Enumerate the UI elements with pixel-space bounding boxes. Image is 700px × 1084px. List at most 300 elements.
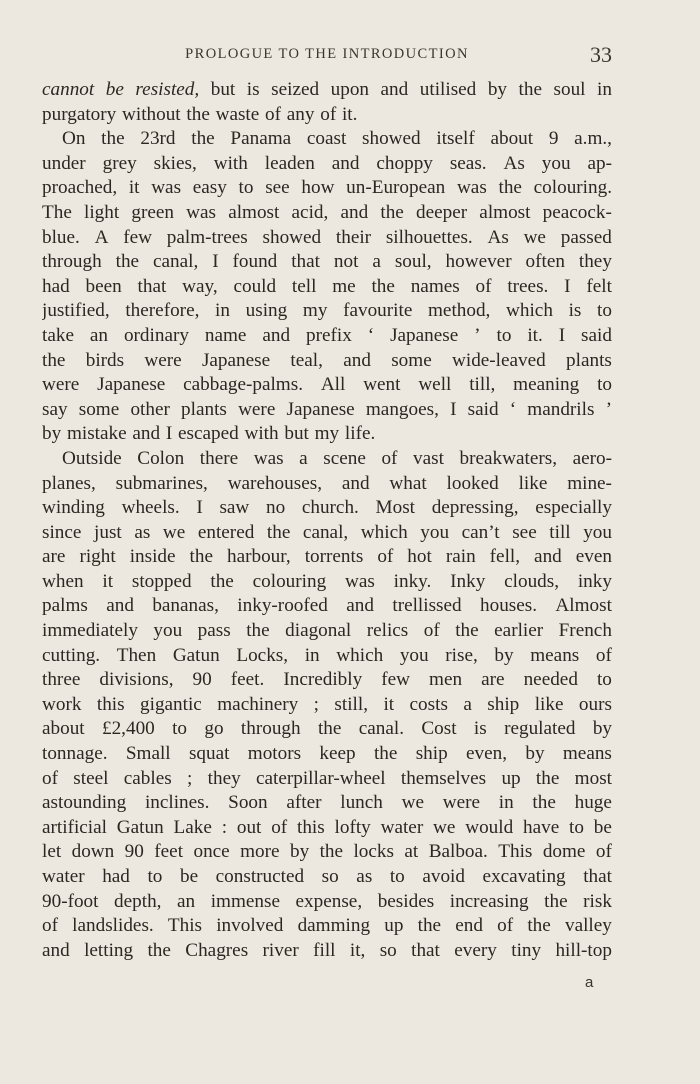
word: waste [215,103,260,125]
word: needed [523,669,578,691]
word: Soon [228,792,268,814]
word: to [597,374,612,396]
word: deeper [415,201,468,223]
word: soul [553,79,586,100]
word: it [102,570,114,592]
word: to [597,300,612,322]
word: and [380,79,409,100]
text-line [42,816,612,841]
word: so [321,866,339,887]
word: we [433,816,456,838]
word: pass [197,620,231,642]
word: torrents [304,546,364,568]
word: to [596,669,612,691]
word: some [78,398,120,420]
word: the [319,841,344,863]
word: to [238,177,254,199]
word: by [487,79,507,100]
page-number: 33 [590,42,612,67]
word: motors [247,743,302,765]
word: till [549,521,571,543]
word: Chagres [185,939,249,961]
word: ours [578,693,612,715]
word: in [215,300,230,322]
word: and [341,472,370,494]
word: at [404,841,419,863]
signature-mark: a [585,974,594,991]
word: of [595,644,612,666]
word: 9 [548,128,559,150]
text-line [42,422,612,447]
word: inky. [393,570,432,592]
word: was [456,177,487,199]
text-line [42,472,612,497]
word: feet. [230,669,265,691]
word: grey [102,152,137,174]
text-line [42,644,612,669]
word: we [523,226,546,248]
word: we [401,792,424,814]
word: of [377,546,394,568]
word: ‘ [367,324,375,346]
word: out [236,816,262,838]
word: name [204,324,247,346]
word: way, [182,275,218,297]
word: skies, [153,152,197,174]
word: even [575,546,612,568]
word: till, [469,374,496,396]
word: mistake [66,423,127,445]
text-line [42,78,612,103]
word: ‘ [509,398,517,420]
text-line [42,791,612,816]
word: ’ [605,398,612,420]
word: tonnage. [42,743,108,765]
word: and [534,546,562,568]
word: rain [445,546,476,568]
word: was [151,177,182,199]
text-line [42,865,612,890]
word: I [212,251,219,273]
body-text [42,78,612,963]
word: the [380,201,404,223]
word: of [265,103,282,125]
word: the [532,792,556,814]
word: using [245,300,288,322]
word: fell, [489,546,521,568]
word: an [89,324,109,346]
word: that [137,275,167,297]
word: are [42,546,66,568]
word: which [360,521,408,543]
word: this [296,816,325,838]
word: by [42,423,62,445]
word: no [265,497,286,519]
word: and [343,349,371,371]
word: as [356,866,373,887]
word: church. [301,497,359,519]
word: the [373,743,398,765]
word: seas. [449,152,487,174]
word: expense, [295,890,363,912]
word: but [284,423,309,445]
word: warehouses, [227,472,322,494]
word: prefix [306,324,352,346]
word: go [204,718,224,740]
word: a [299,447,308,469]
word: Colon [137,447,185,469]
word: 90 [124,841,144,863]
word: green [131,201,174,223]
word: keep [319,743,356,765]
word: themselves [400,767,487,789]
word: down [71,841,115,863]
word: to [147,866,163,887]
word: involved [216,915,284,937]
word: about [42,718,85,740]
word: acid, [291,201,329,223]
word: wide-leaved [452,349,546,371]
word: damming [297,915,371,937]
word: still, [334,693,369,715]
word: my [302,300,328,322]
word: of [423,620,440,642]
word: birds [85,349,125,371]
word: it, [349,939,366,961]
word: through [42,251,102,273]
word: since [42,521,82,543]
word: proached, [42,177,118,199]
word: Locks, [236,644,289,666]
word: like [534,693,564,715]
word: resisted, [135,79,200,100]
word: can’t [461,521,500,543]
word: showed [362,128,421,150]
word: some [391,349,432,371]
word: ap- [587,152,612,174]
word: been [85,275,122,297]
word: in [304,644,320,666]
word: of [475,275,492,297]
word: harbour, [226,546,291,568]
word: the [147,939,171,961]
word: inky [577,570,612,592]
word: immediately [42,620,138,642]
word: I [450,398,457,420]
text-line [42,668,612,693]
word: hot [407,546,432,568]
word: of [497,915,514,937]
word: have [523,816,560,838]
word: passed [560,226,612,248]
text-line [42,619,612,644]
word: immense [210,890,280,912]
word: an [177,890,196,912]
word: it. [527,324,543,346]
word: mangoes, [365,398,439,420]
word: say [42,398,68,420]
word: Incredibly [283,669,363,691]
word: risk [583,890,612,912]
word: to [496,324,512,346]
word: it. [341,103,358,125]
word: This [498,841,533,863]
word: however [445,251,512,273]
word: without [122,103,181,125]
word: excavating [482,866,566,887]
word: 90-foot [42,890,99,912]
word: that [583,866,612,887]
word: easy [192,177,227,199]
word: cabbage-palms. [183,374,303,396]
word: As [503,152,525,174]
word: are [481,669,505,691]
word: astounding [42,792,127,814]
word: blue. [42,226,80,248]
word: planes, [42,472,96,494]
word: aero- [572,447,612,469]
word: let [42,841,62,863]
text-line [42,890,612,915]
word: was [253,447,284,469]
word: : [221,816,228,838]
word: means [562,743,612,765]
word: cables [123,767,172,789]
word: the [115,251,140,273]
text-line [42,717,612,742]
word: diagonal [285,620,352,642]
word: the [42,349,66,371]
word: you [399,644,429,666]
text-line [42,201,612,226]
word: few [123,226,152,248]
word: breakwaters, [459,447,557,469]
word: any [286,103,315,125]
text-line [42,373,612,398]
word: hill-top [555,939,612,961]
text-line [42,521,612,546]
word: squat [188,743,230,765]
word: cannot [42,79,95,100]
word: Gatun [116,816,164,838]
word: Japanese [201,349,271,371]
word: Japanese [97,374,166,396]
word: found [232,251,278,273]
word: as [134,521,151,543]
word: like [518,472,548,494]
word: means [530,644,580,666]
word: avoid [422,866,465,887]
word: right [79,546,116,568]
page-header [42,42,612,74]
word: choppy [376,152,433,174]
word: Japanese [390,324,459,346]
word: canal. [358,718,405,740]
word: the [317,718,342,740]
word: Inky [450,570,486,592]
word: coast [306,128,347,150]
word: up [501,767,521,789]
word: A [94,226,109,248]
word: method, [428,300,491,322]
word: fill [313,939,336,961]
word: purgatory [42,103,117,125]
word: more [240,841,280,863]
text-line [42,127,612,152]
word: artificial [42,816,107,838]
word: 23rd [140,128,176,150]
word: £2,400 [101,718,155,740]
word: was [186,201,217,223]
word: water [42,866,85,887]
word: the [210,570,234,592]
word: had [42,275,70,297]
word: Almost [555,595,612,617]
word: relics [366,620,409,642]
word: the [266,521,291,543]
word: Lake [173,816,212,838]
word: itself [436,128,475,150]
word: landslides. [72,915,154,937]
word: showed [262,226,322,248]
word: I [165,423,173,445]
word: and [106,595,134,617]
word: not [333,251,359,273]
word: escaped [177,423,239,445]
word: the [371,275,395,297]
word: inky-roofed [237,595,328,617]
text-line [42,152,612,177]
word: that [291,251,320,273]
word: of [42,915,58,937]
word: teal, [290,349,323,371]
word: inside [129,546,176,568]
word: through [240,718,301,740]
word: the [455,620,479,642]
word: be [105,79,124,100]
word: names [410,275,460,297]
word: favourite [343,300,413,322]
word: especially [535,497,612,519]
word: upon [330,79,369,100]
word: ship [487,693,520,715]
word: saw [219,497,250,519]
word: to [389,866,405,887]
text-line [42,349,612,374]
word: depressing, [431,497,519,519]
word: feet [154,841,184,863]
text-line [42,176,612,201]
text-line [42,570,612,595]
word: palms [42,595,88,617]
word: As [487,226,509,248]
word: tiny [511,939,542,961]
word: were [238,398,276,420]
word: earlier [494,620,544,642]
word: could [233,275,277,297]
word: ; [187,767,193,789]
word: were [144,349,182,371]
text-line [42,398,612,423]
word: dome [542,841,586,863]
word: Small [125,743,171,765]
word: water [380,816,424,838]
word: I [196,497,203,519]
word: Outside [62,447,122,469]
word: un-European [346,177,446,199]
word: of [381,447,398,469]
word: ; [313,693,319,715]
word: valley [564,915,612,937]
text-line [42,324,612,349]
text-line [42,275,612,300]
word: would [465,816,514,838]
word: be [593,816,612,838]
text-line [42,545,612,570]
word: ’ [474,324,481,346]
word: almost [228,201,280,223]
word: a [372,251,381,273]
word: costs [409,693,448,715]
word: felt [586,275,612,297]
word: even, [466,743,508,765]
word: Japanese [286,398,355,420]
word: in [498,792,514,814]
word: said [581,324,612,346]
word: there [199,447,239,469]
word: few [381,669,410,691]
text-line [42,447,612,472]
word: ordinary [123,324,189,346]
word: went [363,374,401,396]
word: is [568,300,582,322]
text-line [42,299,612,324]
word: the [518,79,542,100]
word: looked [446,472,499,494]
word: the [191,128,215,150]
word: colouring [252,570,327,592]
word: winding [42,497,105,519]
word: be [179,866,199,887]
text-line [42,767,612,792]
word: I [564,275,571,297]
word: said [467,398,499,420]
word: entered [197,521,255,543]
word: besides [377,890,435,912]
word: colouring. [533,177,612,199]
word: machinery [217,693,299,715]
text-line [42,226,612,251]
word: end [455,915,483,937]
word: clouds, [504,570,560,592]
word: me [332,275,356,297]
word: canal, [153,251,199,273]
word: my [314,423,340,445]
word: well [418,374,452,396]
word: see [265,177,290,199]
word: you [541,152,571,174]
word: of [42,767,58,789]
word: the [246,620,270,642]
word: of [320,103,337,125]
word: after [286,792,322,814]
word: by [289,841,310,863]
word: they [578,251,612,273]
word: which [336,644,384,666]
word: peacock- [542,201,612,223]
word: cutting. [42,644,101,666]
word: plants [181,398,227,420]
